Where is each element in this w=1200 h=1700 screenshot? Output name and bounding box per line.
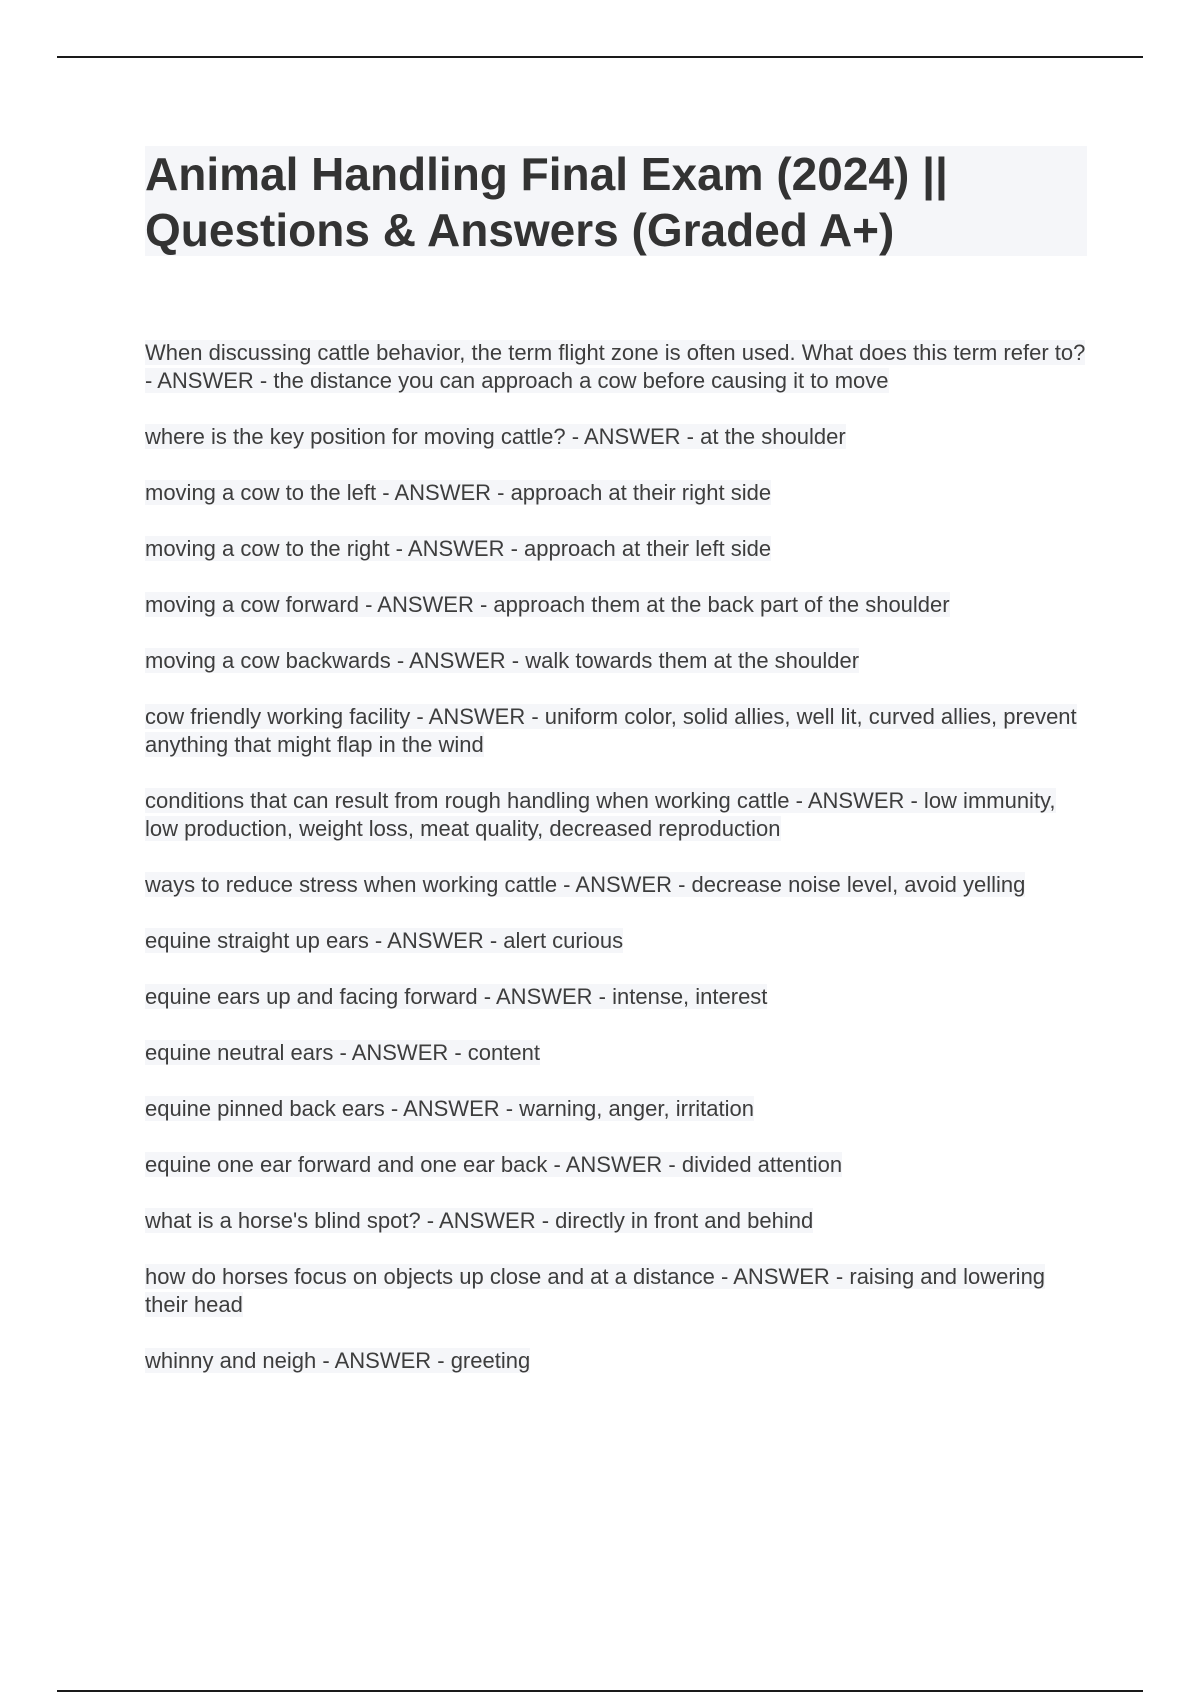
qa-item (145, 339, 1090, 395)
qa-list (145, 339, 1090, 1403)
top-rule (57, 56, 1143, 58)
qa-item (145, 479, 1090, 507)
qa-text: cow friendly working facility - ANSWER - uniform color, solid allies, well lit, curved allies, prevent anything that might flap in the wind (145, 704, 1077, 757)
qa-text: moving a cow to the right - ANSWER - approach at their left side (145, 536, 772, 561)
qa-text: moving a cow backwards - ANSWER - walk towards them at the shoulder (145, 648, 860, 673)
qa-item (145, 871, 1090, 899)
qa-text: equine one ear forward and one ear back - ANSWER - divided attention (145, 1152, 843, 1177)
qa-item (145, 1207, 1090, 1235)
qa-text: equine pinned back ears - ANSWER - warning, anger, irritation (145, 1096, 754, 1121)
qa-item (145, 423, 1090, 451)
qa-text: how do horses focus on objects up close and at a distance - ANSWER - raising and lowering their head (145, 1264, 1046, 1317)
qa-text: equine ears up and facing forward - ANSWER - intense, interest (145, 984, 768, 1009)
qa-text: moving a cow forward - ANSWER - approach them at the back part of the shoulder (145, 592, 950, 617)
qa-text: When discussing cattle behavior, the term flight zone is often used. What does this term refer to? - ANSWER - the distance you can approach a cow before causing it to move (145, 340, 1086, 393)
qa-item (145, 927, 1090, 955)
qa-item (145, 1347, 1090, 1375)
qa-text: moving a cow to the left - ANSWER - approach at their right side (145, 480, 772, 505)
qa-text: equine straight up ears - ANSWER - alert curious (145, 928, 624, 953)
qa-item (145, 983, 1090, 1011)
qa-text: where is the key position for moving cattle? - ANSWER - at the shoulder (145, 424, 846, 449)
qa-item (145, 647, 1090, 675)
qa-item (145, 535, 1090, 563)
qa-item (145, 1263, 1090, 1319)
qa-item (145, 1095, 1090, 1123)
qa-item (145, 1039, 1090, 1067)
qa-text: ways to reduce stress when working cattle - ANSWER - decrease noise level, avoid yelling (145, 872, 1026, 897)
qa-item (145, 591, 1090, 619)
qa-item (145, 787, 1090, 843)
qa-text: conditions that can result from rough handling when working cattle - ANSWER - low immunity, low production, weight loss, meat quality, decreased reproduction (145, 788, 1056, 841)
bottom-rule (57, 1690, 1143, 1692)
document-title: Animal Handling Final Exam (2024) || Questions & Answers (Graded A+) (145, 148, 948, 256)
qa-text: what is a horse's blind spot? - ANSWER - directly in front and behind (145, 1208, 814, 1233)
qa-item (145, 703, 1090, 759)
qa-text: whinny and neigh - ANSWER - greeting (145, 1348, 531, 1373)
qa-item (145, 1151, 1090, 1179)
qa-text: equine neutral ears - ANSWER - content (145, 1040, 540, 1065)
